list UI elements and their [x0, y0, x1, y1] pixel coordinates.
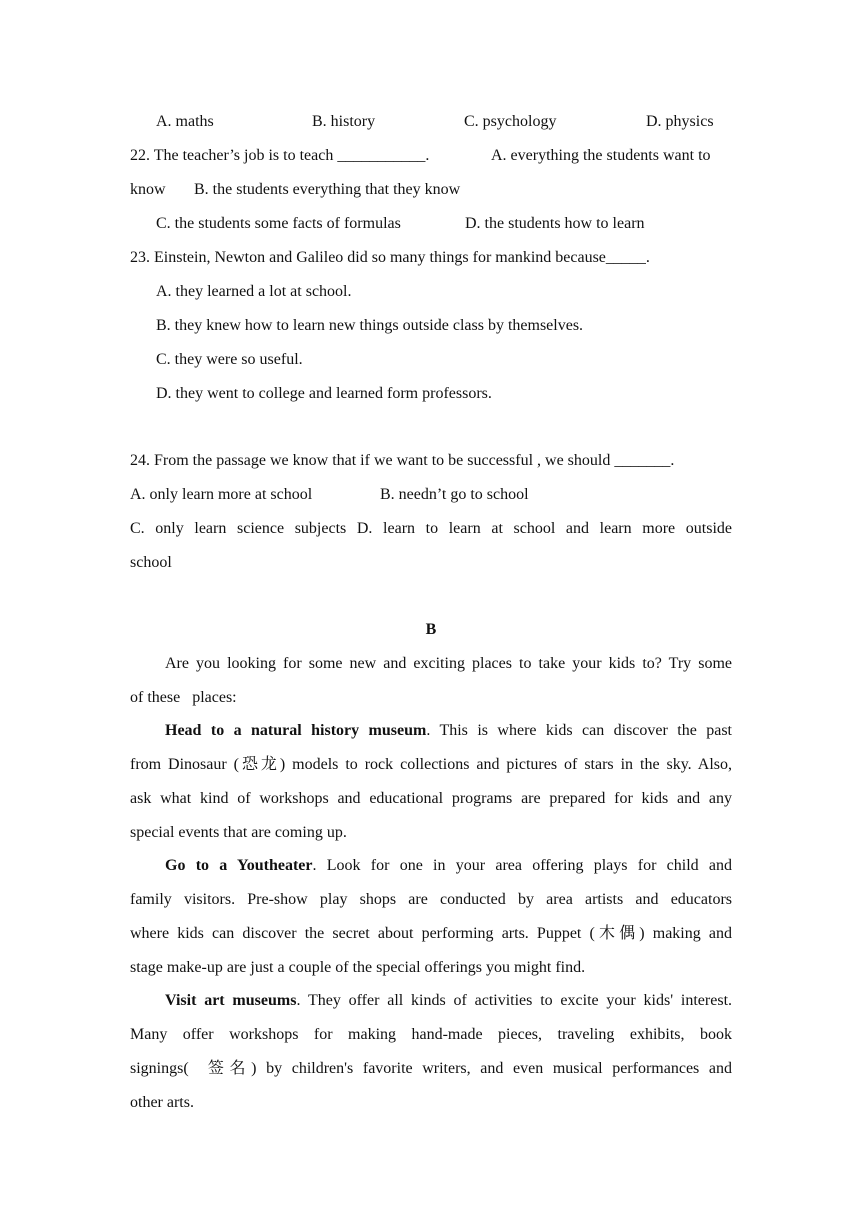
q21-option-c: C. psychology	[464, 113, 557, 130]
section-heading: B	[425, 621, 437, 638]
q22-option-a-cont: know	[130, 181, 166, 198]
paragraph-art-line-1: Visit art museums. They offer all kinds of activities to excite your kids' interest.	[165, 992, 733, 1009]
q24-option-a: A. only learn more at school	[130, 486, 313, 503]
q22-option-c: C. the students some facts of formulas	[156, 215, 401, 232]
paragraph-museum-line-4: special events that are coming up.	[130, 824, 347, 841]
q21-option-d: D. physics	[646, 113, 714, 130]
paragraph-theater-line-2: family visitors. Pre-show play shops are conducted by area artists and educators	[130, 891, 732, 908]
q23-option-b: B. they knew how to learn new things outside class by themselves.	[156, 317, 584, 334]
paragraph-museum-line-2: from Dinosaur (恐龙) models to rock collections and pictures of stars in the sky. Also,	[130, 756, 732, 773]
paragraph-theater-line-3: where kids can discover the secret about performing arts. Puppet (木偶) making and	[130, 925, 732, 942]
q24-option-d-cont: school	[130, 554, 172, 571]
q23-option-c: C. they were so useful.	[156, 351, 303, 368]
paragraph-art-line-3: signings( 签名) by children's favorite writers, and even musical performances and	[130, 1060, 732, 1077]
q22-option-d: D. the students how to learn	[465, 215, 645, 232]
intro-line-1: Are you looking for some new and exciting places to take your kids to? Try some	[165, 655, 732, 672]
paragraph-theater-title: Go to a Youtheater	[165, 857, 313, 874]
paragraph-museum-line-3: ask what kind of workshops and educational programs are prepared for kids and any	[130, 790, 732, 807]
paragraph-art-line-4: other arts.	[130, 1094, 194, 1111]
q22-stem: 22. The teacher’s job is to teach ___________.	[130, 147, 430, 164]
q22-option-a: A. everything the students want to	[491, 147, 711, 164]
paragraph-theater-line-1: Go to a Youtheater. Look for one in your area offering plays for child and	[165, 857, 733, 874]
q23-stem: 23. Einstein, Newton and Galileo did so many things for mankind because_____.	[130, 249, 650, 266]
q23-option-a: A. they learned a lot at school.	[156, 283, 352, 300]
q24-option-c-d: C. only learn science subjects D. learn to learn at school and learn more outside	[130, 520, 732, 537]
q24-option-b: B. needn’t go to school	[380, 486, 529, 503]
q21-option-b: B. history	[312, 113, 376, 130]
paragraph-art-title: Visit art museums	[165, 992, 297, 1009]
q23-option-d: D. they went to college and learned form professors.	[156, 385, 492, 402]
q24-stem: 24. From the passage we know that if we want to be successful , we should _______.	[130, 452, 675, 469]
paragraph-theater-line-4: stage make-up are just a couple of the special offerings you might find.	[130, 959, 586, 976]
paragraph-museum-title: Head to a natural history museum	[165, 722, 427, 739]
intro-line-2: of these places:	[130, 689, 237, 706]
q22-option-b: B. the students everything that they know	[194, 181, 461, 198]
paragraph-museum-line-1: Head to a natural history museum. This is where kids can discover the past	[165, 722, 732, 739]
q21-option-a: A. maths	[156, 113, 214, 130]
paragraph-art-line-2: Many offer workshops for making hand-made pieces, traveling exhibits, book	[130, 1026, 732, 1043]
